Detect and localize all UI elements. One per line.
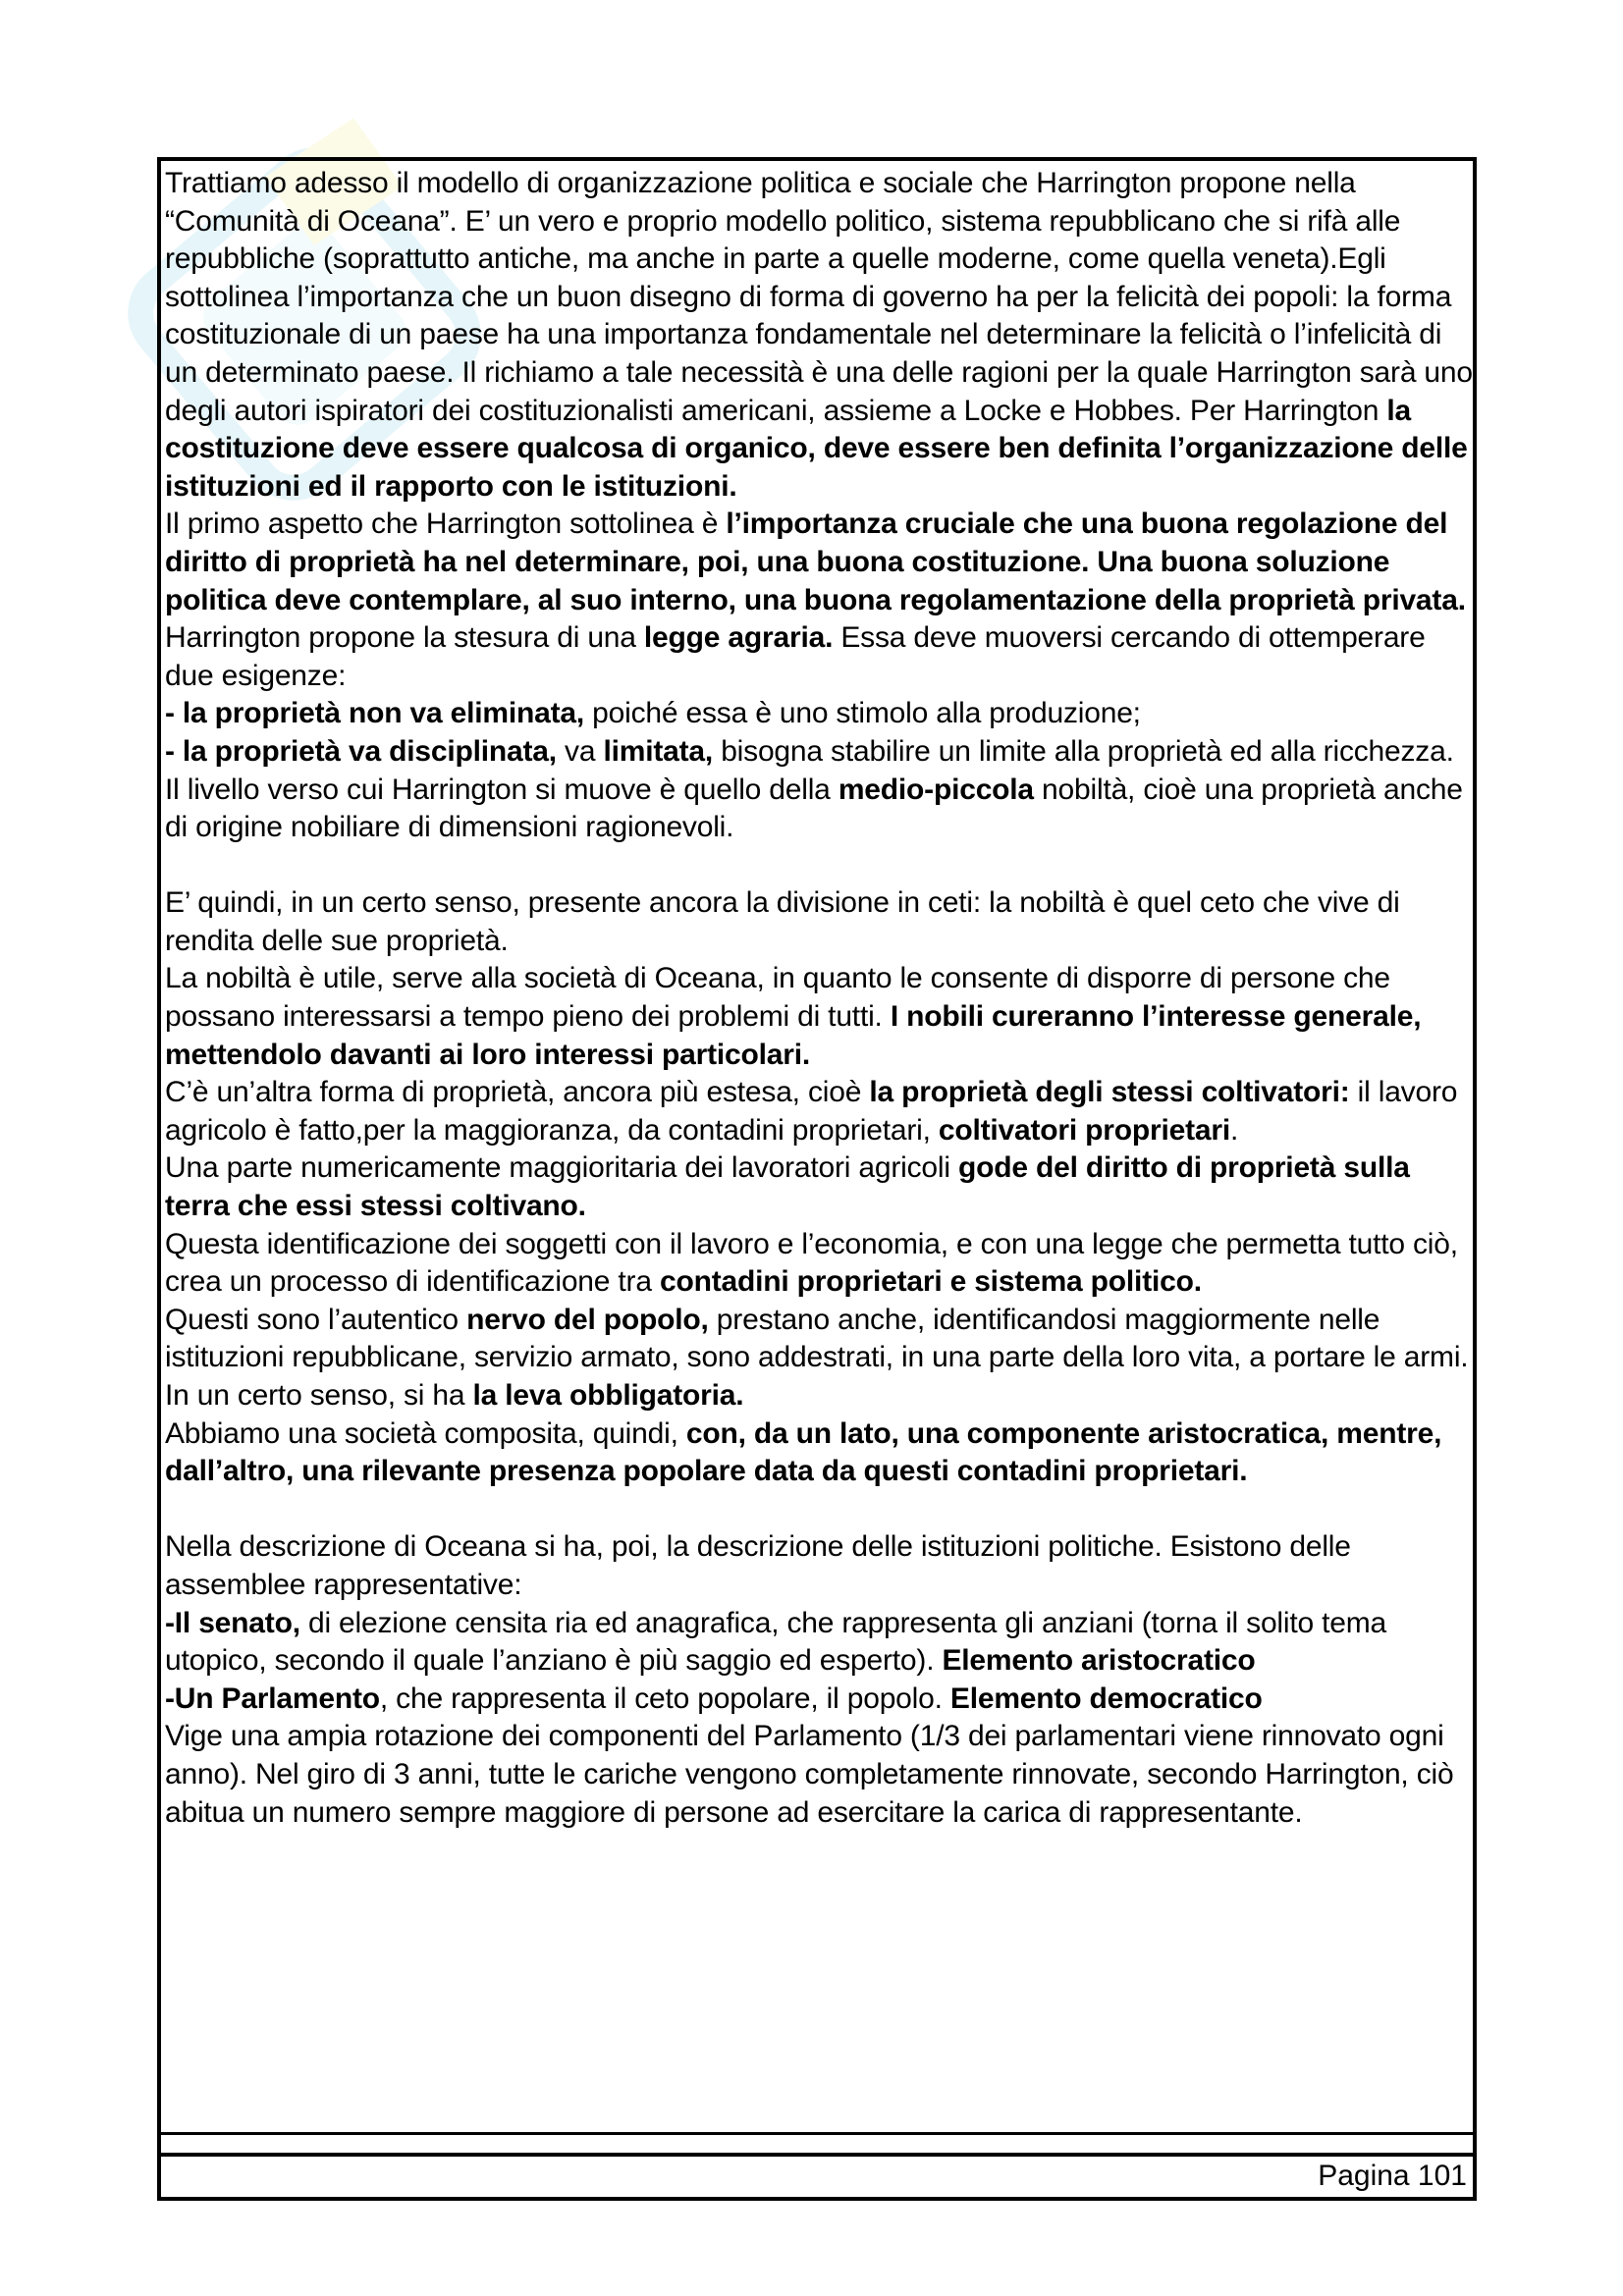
paragraph [165,1302,1473,1415]
text-run: prestano anche, identificandosi maggiormente nelle istituzioni repubblicane, servizio armato, sono addestrati, in una parte della loro vita, a portare le armi. In un certo senso, si ha [165,1303,1469,1412]
paragraph [165,619,1473,695]
paragraph [165,733,1473,847]
paragraph [165,1149,1473,1225]
paragraph [165,1681,1473,1719]
paragraph [165,1074,1473,1149]
bold-text: coltivatori proprietari [938,1113,1231,1147]
paragraph [165,695,1473,733]
paragraph [165,165,1473,506]
bold-text: l’importanza cruciale che una buona regolazione del diritto di proprietà ha nel determinare, poi, una buona costituzione. Una buona soluzione politica deve contemplare, al suo interno, una buona regolamentazione della proprietà privata. [165,507,1466,616]
text-run: nobiltà, cioè una proprietà anche di origine nobiliare di dimensioni ragionevoli. [165,773,1463,844]
blank-line [165,1491,1473,1529]
text-run: Essa deve muoversi cercando di ottemperare due esigenze: [165,621,1426,692]
document-body [165,165,1473,1832]
text-run: Questa identificazione dei soggetti con il lavoro e l’economia, e con una legge che permetta tutto ciò, crea un processo di identificazione tra [165,1227,1458,1299]
text-run: va [556,734,604,768]
text-run: Una parte numericamente maggioritaria dei lavoratori agricoli [165,1151,958,1185]
paragraph [165,1415,1473,1491]
bold-text: la proprietà degli stessi coltivatori: [869,1076,1350,1109]
bold-text: - la proprietà va disciplinata, [165,734,557,768]
bold-text: Elemento democratico [949,1682,1263,1715]
text-run: Questi sono l’autentico [165,1303,467,1336]
text-run: C’è un’altra forma di proprietà, ancora più estesa, cioè [165,1076,870,1109]
text-run: Vige una ampia rotazione dei componenti del Parlamento (1/3 dei parlamentari viene rinnovato ogni anno). Nel giro di 3 anni, tutte le cariche vengono completamente rinnovate, secondo Harrington, ciò abitua un numero sempre maggiore di persone ad esercitare la carica di rappresentante. [165,1720,1454,1829]
text-run: Nella descrizione di Oceana si ha, poi, la descrizione delle istituzioni politiche. Esistono delle assemblee rappresentative: [165,1530,1351,1601]
bold-text: gode del diritto di proprietà sulla terra che essi stessi coltivano. [165,1151,1410,1223]
bold-text: nervo del popolo, [466,1303,709,1336]
paragraph [165,960,1473,1074]
text-run: di elezione censita ria ed anagrafica, che rappresenta gli anziani (torna il solito tema utopico, secondo il quale l’anziano è più saggio ed esperto). [165,1606,1387,1678]
paragraph [165,884,1473,960]
text-run: Trattiamo adesso il modello di organizzazione politica e sociale che Harrington propone nella “Comunità di Oceana”. E’ un vero e proprio modello politico, sistema repubblicano che si rifà alle repubbliche (soprattutto antiche, ma anche in parte a quelle moderne, come quella veneta).Egli sottolinea l’importanza che un buon disegno di forma di governo ha per la felicità dei popoli: la forma costituzionale di un paese ha una importanza fondamentale nel determinare la felicità o l’infelicità di un determinato paese. Il richiamo a tale necessità è una delle ragioni per la quale Harrington sarà uno degli autori ispiratori dei costituzionalisti americani, assieme a Locke e Hobbes. Per Harrington [165,167,1473,427]
bold-text: la leva obbligatoria. [472,1379,744,1412]
text-run: Abbiamo una società composita, quindi, [165,1416,686,1450]
text-run: poiché essa è uno stimolo alla produzione; [584,697,1141,730]
bold-text: -Il senato, [165,1606,300,1639]
paragraph [165,506,1473,619]
text-run: bisogna stabilire un limite alla proprietà ed alla ricchezza. Il livello verso cui Harrington si muove è quello della [165,734,1454,806]
footer-divider [161,2132,1473,2135]
page-number: Pagina 101 [1318,2160,1467,2192]
bold-text: legge agraria. [643,621,834,655]
bold-text: limitata, [603,734,714,768]
blank-line [165,847,1473,885]
text-run: Harrington propone la stesura di una [165,621,644,655]
bold-text: medio-piccola [838,773,1034,806]
bold-text: I nobili cureranno l’interesse generale, mettendolo davanti ai loro interessi particolari. [165,1000,1422,1071]
paragraph [165,1226,1473,1302]
text-run: , che rappresenta il ceto popolare, il popolo. [379,1682,950,1715]
bold-text: - la proprietà non va eliminata, [165,697,585,730]
paragraph [165,1605,1473,1681]
bold-text: la costituzione deve essere qualcosa di organico, deve essere ben definita l’organizzazione delle istituzioni ed il rapporto con le istituzioni. [165,394,1468,503]
text-run: La nobiltà è utile, serve alla società di Oceana, in quanto le consente di disporre di persone che possano interessarsi a tempo pieno dei problemi di tutti. [165,962,1390,1034]
bold-text: Elemento aristocratico [942,1644,1256,1678]
text-run: il lavoro agricolo è fatto,per la maggioranza, da contadini proprietari, [165,1076,1458,1147]
bold-text: con, da un lato, una componente aristocratica, mentre, dall’altro, una rilevante presenza popolare data da questi contadini proprietari. [165,1416,1442,1488]
text-run: Il primo aspetto che Harrington sottolinea è [165,507,727,541]
text-run: . [1230,1113,1239,1147]
text-run: E’ quindi, in un certo senso, presente ancora la divisione in ceti: la nobiltà è quel ceto che vive di rendita delle sue proprietà. [165,886,1400,957]
bold-text: contadini proprietari e sistema politico. [659,1265,1202,1299]
paragraph [165,1718,1473,1832]
page-footer [161,2153,1473,2192]
bold-text: -Un Parlamento [165,1682,380,1715]
page-frame [157,157,1477,2201]
paragraph [165,1528,1473,1604]
